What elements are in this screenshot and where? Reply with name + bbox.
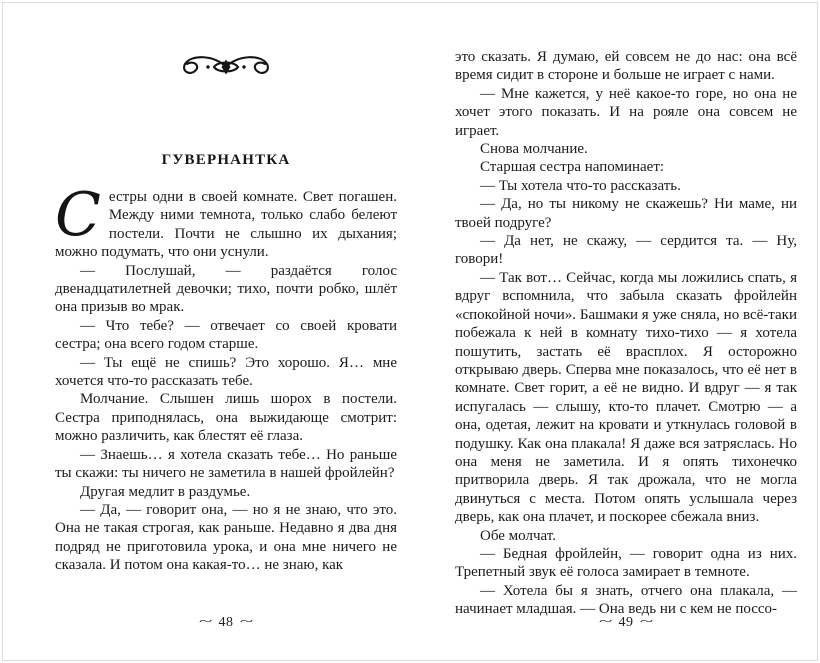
paragraph: — Да, — говорит она, — но я не знаю, что это. Она не такая строгая, как раньше. Недавно я два дня подряд не приготовила урока, и она мне ничего не сказала. И потом она какая-то… не знаю, как — [55, 501, 397, 574]
paragraph: — Что тебе? — отвечает со своей кровати сестра; она всего годом старше. — [55, 317, 397, 353]
footer-ornament-icon: ~ — [239, 613, 253, 628]
left-page — [55, 0, 397, 663]
drop-cap: С — [55, 180, 101, 250]
footer-ornament-icon: ~ — [639, 613, 653, 628]
paragraph — [55, 180, 397, 262]
paragraph: — Мне кажется, у неё какое-то горе, но она не хочет этого показать. И на рояле она совсем не играет. — [455, 85, 797, 139]
paragraph: — Ты ещё не спишь? Это хорошо. Я… мне хочется что-то рассказать тебе. — [55, 354, 397, 390]
paragraph: Другая медлит в раздумье. — [80, 483, 251, 500]
paragraph: — Ты хотела что-то рассказать. — [480, 177, 681, 194]
footer-ornament-icon: ~ — [199, 613, 213, 628]
left-page-text — [55, 180, 397, 575]
right-page — [455, 0, 797, 663]
paragraph: — Бедная фройлейн, — говорит одна из них. Трепетный звук её голоса замирает в темноте. — [455, 545, 797, 581]
paragraph: — Да, но ты никому не скажешь? Ни маме, ни твоей подруге? — [455, 196, 797, 231]
paragraph: — Да нет, не скажу, — сердится та. — Ну, говори! — [455, 233, 797, 268]
paragraph-text: естры одни в своей комнате. Свет погашен. Между ними темнота, только слабо белеют постели. Почти не слышно их дыхания; можно подумать, что они уснули. — [55, 189, 397, 261]
flourish-ornament-icon — [55, 52, 397, 84]
left-page-footer — [55, 613, 397, 631]
paragraph: — Хотела бы я знать, отчего она плакала, — начинает младшая. — Она ведь ни с кем не поссо- — [455, 582, 797, 618]
paragraph: Старшая сестра напоминает: — [480, 159, 665, 176]
paragraph: Обе молчат. — [480, 527, 556, 544]
paragraph: — Так вот… Сейчас, когда мы ложились спать, я вдруг вспомнила, что забыла сказать фройлейн «спокойной ночи». Башмаки я уже сняла, но всё-таки побежала к ней в комнату тихо-тихо — я хотела пошутить, застать её врасплох. Я осторожно открываю дверь. Сперва мне показалось, что её нет в комнате. Свет горит, а её не видно. И вдруг — я так испугалась — слышу, кто-то плачет. Смотрю — а она, одетая, лежит на кровати и уткнулась головой в подушку. Как она плакала! Я даже вся затряслась. Но она меня не заметила. И я опять тихонечко притворила дверь. Я так дрожала, что не могла двинуться с места. Потом опять услышала через дверь, как она плачет, и поскорее сбежала вниз. — [455, 269, 797, 526]
paragraph: Снова молчание. — [480, 141, 588, 158]
right-page-footer — [455, 613, 797, 631]
paragraph: — Послушай, — раздаётся голос двенадцатилетней девочки; тихо, почти робко, шлёт она призыв во мрак. — [55, 262, 397, 316]
page-number: 49 — [618, 615, 634, 630]
page-number: 48 — [218, 615, 234, 630]
chapter-title: ГУВЕРНАНТКА — [161, 152, 291, 168]
paragraph: Молчание. Слышен лишь шорох в постели. Сестра приподнялась, она выжидающе смотрит: можно различить, как блестят её глаза. — [55, 391, 397, 445]
footer-ornament-icon: ~ — [599, 613, 613, 628]
paragraph: это сказать. Я думаю, ей совсем не до нас: она всё время сидит в стороне и больше не играет с нами. — [455, 49, 797, 84]
paragraph: — Знаешь… я хотела сказать тебе… Но раньше ты скажи: ты ничего не заметила в нашей фройлейн? — [55, 446, 397, 482]
right-page-text — [455, 48, 797, 619]
